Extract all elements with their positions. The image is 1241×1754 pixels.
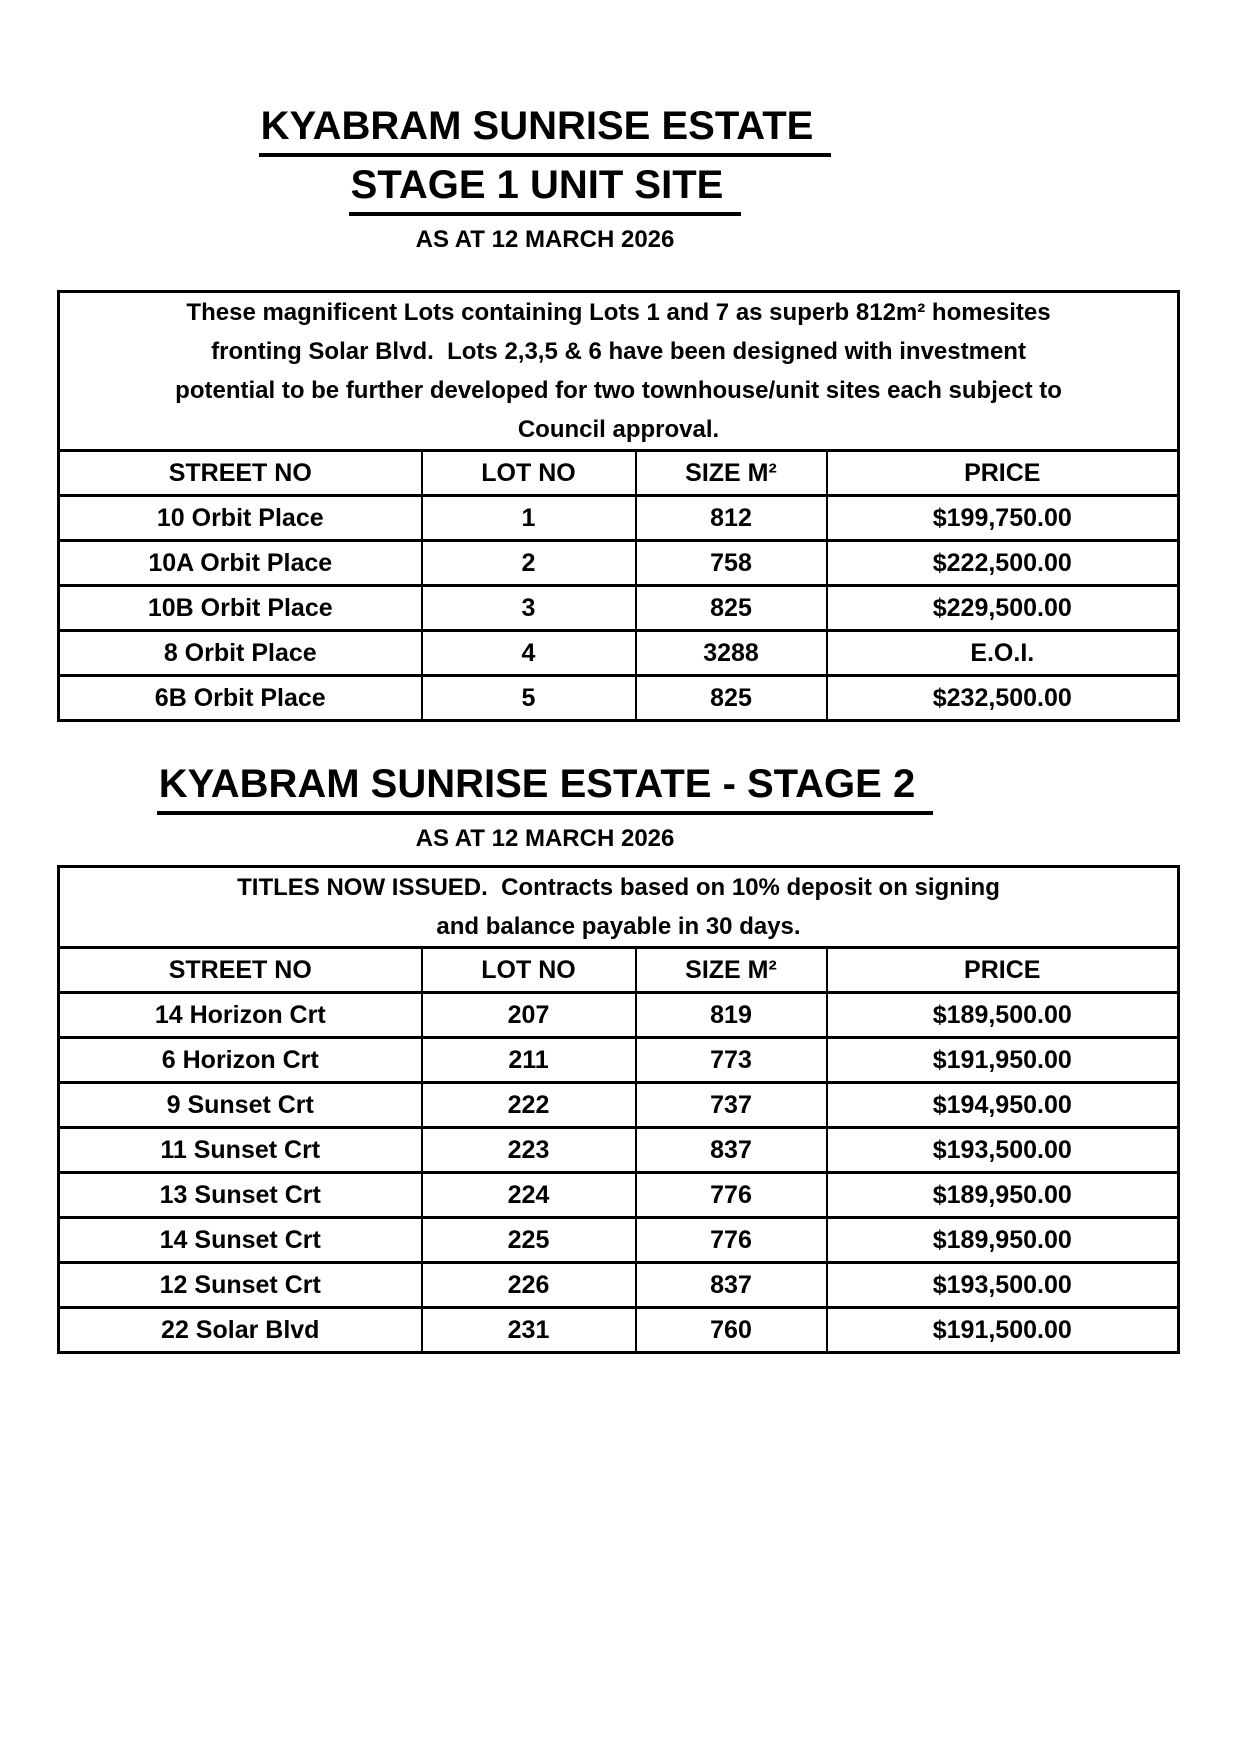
stage1-header-row [59,451,1179,496]
stage1-description-row [59,292,1179,451]
table-cell: 837 [636,1263,827,1308]
table-cell: 207 [422,993,636,1038]
stage1-table [57,290,1180,722]
table-cell: 819 [636,993,827,1038]
table-cell: 760 [636,1308,827,1353]
table-cell: $199,750.00 [827,496,1179,541]
table-cell: 10B Orbit Place [59,586,422,631]
table-row [59,1038,1179,1083]
table-cell: 11 Sunset Crt [59,1128,422,1173]
table-cell: 223 [422,1128,636,1173]
description-line: and balance payable in 30 days. [436,913,801,940]
table-cell: 12 Sunset Crt [59,1263,422,1308]
table-cell: 10 Orbit Place [59,496,422,541]
stage2-title-line [0,756,1090,815]
table-cell: $189,950.00 [827,1218,1179,1263]
table-cell: $189,950.00 [827,1173,1179,1218]
table-row [59,496,1179,541]
table-row [59,541,1179,586]
table-cell: 14 Sunset Crt [59,1218,422,1263]
table-cell: 8 Orbit Place [59,631,422,676]
table-cell: 14 Horizon Crt [59,993,422,1038]
table-cell: 773 [636,1038,827,1083]
table-cell: $191,500.00 [827,1308,1179,1353]
stage2-header-row [59,948,1179,993]
table-cell: 1 [422,496,636,541]
stage1-title-line2 [0,157,1090,216]
table-cell: 3 [422,586,636,631]
table-row [59,631,1179,676]
table-cell: 231 [422,1308,636,1353]
table-cell: 825 [636,676,827,721]
stage2-date-line: AS AT 12 MARCH 2026 [415,825,675,852]
table-cell: $194,950.00 [827,1083,1179,1128]
table-cell: 825 [636,586,827,631]
stage1-title-line2-text: STAGE 1 UNIT SITE [349,161,742,216]
table-cell: $229,500.00 [827,586,1179,631]
stage2-heading-block [0,756,1090,853]
stage1-title-line1 [0,98,1090,157]
table-row [59,1308,1179,1353]
description-line: Council approval. [517,416,720,443]
table-cell: 225 [422,1218,636,1263]
column-header: SIZE M² [636,451,827,496]
table-cell: 211 [422,1038,636,1083]
table-cell: 3288 [636,631,827,676]
stage2-title-text: KYABRAM SUNRISE ESTATE - STAGE 2 [157,760,933,815]
description-line: potential to be further developed for two townhouse/unit sites each subject to [175,377,1062,404]
column-header: STREET NO [59,451,422,496]
table-cell: 226 [422,1263,636,1308]
column-header: PRICE [827,451,1179,496]
stage1-title-line1-text: KYABRAM SUNRISE ESTATE [259,102,832,157]
table-cell: 13 Sunset Crt [59,1173,422,1218]
description-line: These magnificent Lots containing Lots 1 and 7 as superb 812m² homesites [186,299,1051,326]
table-row [59,1128,1179,1173]
stage1-date-line: AS AT 12 MARCH 2026 [415,226,675,253]
table-cell: $193,500.00 [827,1263,1179,1308]
column-header: LOT NO [422,451,636,496]
description-line: TITLES NOW ISSUED. Contracts based on 10% deposit on signing [237,874,1000,901]
stage2-description [59,867,1179,948]
table-cell: 776 [636,1173,827,1218]
description-line: fronting Solar Blvd. Lots 2,3,5 & 6 have been designed with investment [211,338,1026,365]
table-cell: $232,500.00 [827,676,1179,721]
column-header: STREET NO [59,948,422,993]
table-cell: 9 Sunset Crt [59,1083,422,1128]
table-row [59,1173,1179,1218]
table-cell: 737 [636,1083,827,1128]
table-cell: 22 Solar Blvd [59,1308,422,1353]
column-header: SIZE M² [636,948,827,993]
column-header: PRICE [827,948,1179,993]
table-row [59,586,1179,631]
table-cell: 4 [422,631,636,676]
stage2-description-row [59,867,1179,948]
stage2-table [57,865,1180,1354]
table-cell: $191,950.00 [827,1038,1179,1083]
table-row [59,676,1179,721]
table-row [59,993,1179,1038]
table-cell: 758 [636,541,827,586]
table-cell: 224 [422,1173,636,1218]
table-cell: $222,500.00 [827,541,1179,586]
table-cell: 10A Orbit Place [59,541,422,586]
table-cell: 6B Orbit Place [59,676,422,721]
table-cell: 776 [636,1218,827,1263]
table-row [59,1218,1179,1263]
table-cell: E.O.I. [827,631,1179,676]
stage1-description [59,292,1179,451]
stage1-heading-block [0,98,1090,254]
table-row [59,1263,1179,1308]
table-cell: 222 [422,1083,636,1128]
table-cell: $189,500.00 [827,993,1179,1038]
table-row [59,1083,1179,1128]
table-cell: 812 [636,496,827,541]
table-cell: $193,500.00 [827,1128,1179,1173]
table-cell: 5 [422,676,636,721]
column-header: LOT NO [422,948,636,993]
table-cell: 837 [636,1128,827,1173]
table-cell: 2 [422,541,636,586]
table-cell: 6 Horizon Crt [59,1038,422,1083]
